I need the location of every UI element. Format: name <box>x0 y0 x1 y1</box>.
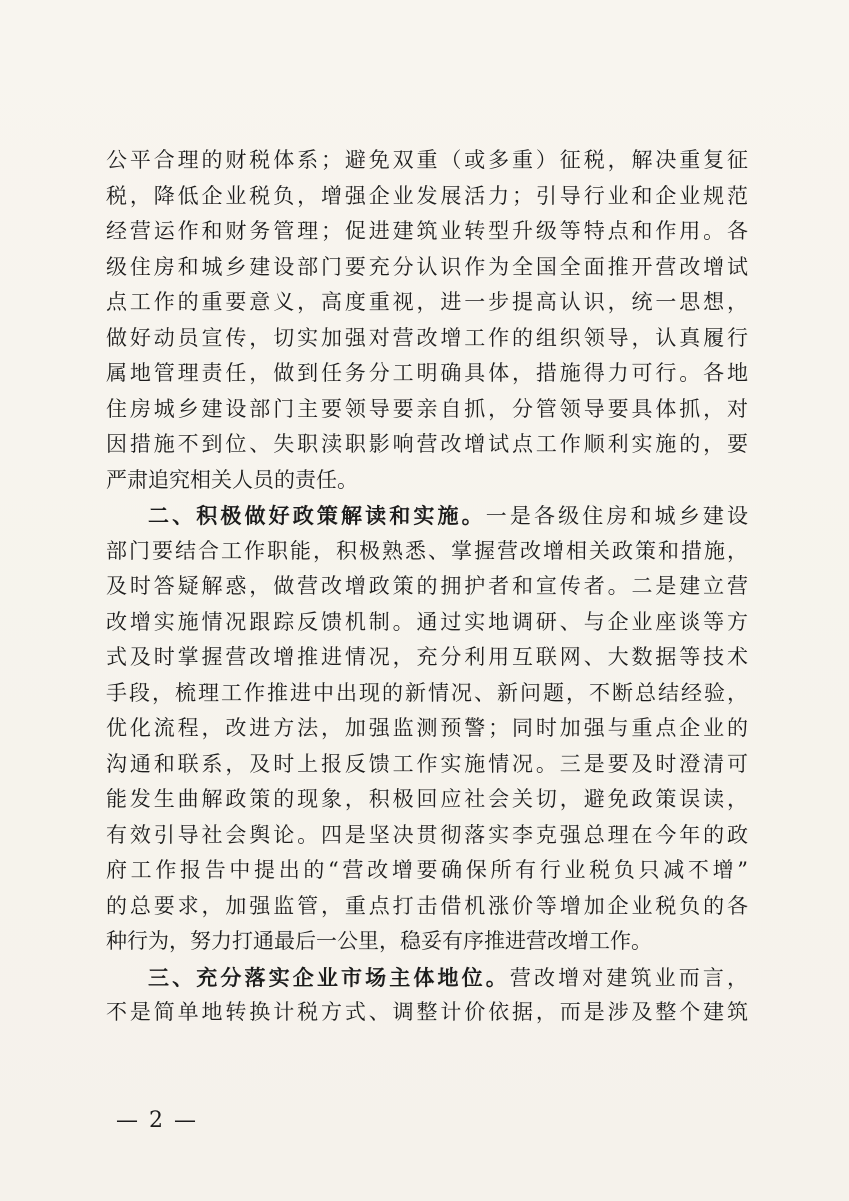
line-text: 改增实施情况跟踪反馈机制。通过实地调研、与企业座谈等方 <box>106 609 748 634</box>
text-line <box>106 747 748 783</box>
text-line <box>106 463 748 499</box>
line-text: 经营运作和财务管理；促进建筑业转型升级等特点和作用。各 <box>106 219 748 243</box>
text-line <box>106 853 748 889</box>
line-text: 点工作的重要意义，高度重视，进一步提高认识，统一思想， <box>106 290 748 314</box>
text-line <box>106 569 748 605</box>
line-text: 属地管理责任，做到任务分工明确具体，措施得力可行。各地 <box>106 361 748 385</box>
text-line <box>106 960 748 996</box>
line-text: 住房城乡建设部门主要领导要亲自抓，分管领导要具体抓，对 <box>106 396 748 421</box>
line-text: 严肃追究相关人员的责任。 <box>106 467 358 492</box>
line-text: 一是各级住房和城乡建设 <box>485 504 748 528</box>
text-line <box>106 534 748 570</box>
line-text: 因措施不到位、失职渎职影响营改增试点工作顺利实施的，要 <box>106 432 748 456</box>
text-line <box>106 250 748 286</box>
line-text: 做好动员宣传，切实加强对营改增工作的组织领导，认真履行 <box>106 325 748 350</box>
page-number: — 2 — <box>116 1108 198 1133</box>
text-line <box>106 818 748 854</box>
line-text: 及时答疑解惑，做营改增政策的拥护者和宣传者。二是建立营 <box>106 574 748 598</box>
text-line <box>106 782 748 818</box>
text-line <box>106 924 748 960</box>
section-heading: 三、充分落实企业市场主体地位。 <box>148 964 510 990</box>
line-text: 不是简单地转换计税方式、调整计价依据，而是涉及整个建筑 <box>106 1000 748 1024</box>
line-text: 能发生曲解政策的现象，积极回应社会关切，避免政策误读， <box>106 787 748 811</box>
text-line <box>106 711 748 747</box>
line-text: 税，降低企业税负，增强企业发展活力；引导行业和企业规范 <box>106 183 748 208</box>
line-text: 公平合理的财税体系；避免双重（或多重）征税，解决重复征 <box>106 148 748 172</box>
line-text: 的总要求，加强监管，重点打击借机涨价等增加企业税负的各 <box>106 893 748 918</box>
text-line <box>106 214 748 250</box>
text-line <box>106 605 748 641</box>
text-line <box>106 285 748 321</box>
text-line <box>106 392 748 428</box>
text-line <box>106 889 748 925</box>
text-line <box>106 427 748 463</box>
body-text <box>106 143 748 1031</box>
line-text: 级住房和城乡建设部门要充分认识作为全国全面推开营改增试 <box>106 254 748 279</box>
text-line <box>106 179 748 215</box>
text-line <box>106 995 748 1031</box>
line-text: 手段，梳理工作推进中出现的新情况、新问题，不断总结经验， <box>106 680 748 705</box>
line-text: 式及时掌握营改增推进情况，充分利用互联网、大数据等技术 <box>106 645 748 669</box>
line-text: 部门要结合工作职能，积极熟悉、掌握营改增相关政策和措施， <box>106 538 748 563</box>
line-text: 有效引导社会舆论。四是坚决贯彻落实李克强总理在今年的政 <box>106 822 748 847</box>
line-text: 种行为，努力打通最后一公里，稳妥有序推进营改增工作。 <box>106 929 652 953</box>
line-text: 府工作报告中提出的“营改增要确保所有行业税负只减不增” <box>106 858 748 882</box>
text-line <box>106 356 748 392</box>
text-line <box>106 143 748 179</box>
section-heading: 二、积极做好政策解读和实施。 <box>148 503 486 528</box>
text-line <box>106 498 748 534</box>
line-text: 营改增对建筑业而言， <box>509 965 748 990</box>
text-line <box>106 321 748 357</box>
line-text: 优化流程，改进方法，加强监测预警；同时加强与重点企业的 <box>106 716 748 740</box>
text-line <box>106 640 748 676</box>
line-text: 沟通和联系，及时上报反馈工作实施情况。三是要及时澄清可 <box>106 751 748 776</box>
text-line <box>106 676 748 712</box>
